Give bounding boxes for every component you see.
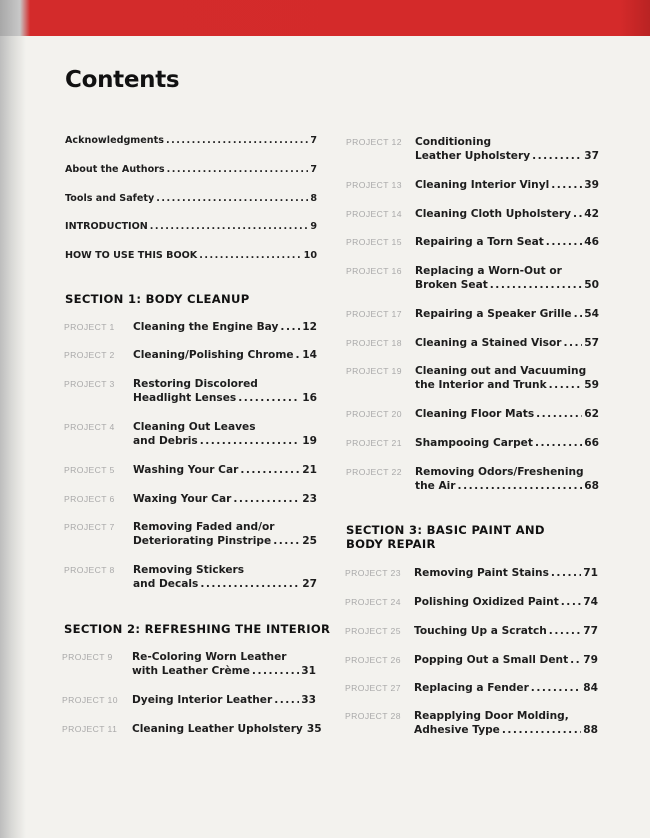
dot-leader [531,681,581,695]
entry-title: Removing Paint Stains [414,567,549,579]
entry-title: and Decals [133,578,199,590]
dot-leader [490,278,582,292]
dot-leader [274,693,299,707]
project-label: PROJECT 24 [345,597,401,607]
dot-leader [535,436,582,450]
page-number: 23 [302,493,317,505]
toc-entry [415,235,599,249]
page-number: 66 [584,437,599,449]
dot-leader [200,577,300,591]
project-label: PROJECT 28 [345,711,401,721]
toc-entry [133,348,317,362]
entry-title: the Interior and Trunk [415,379,547,391]
entry-title: Popping Out a Small Dent [414,654,569,666]
page-number: 74 [583,596,598,608]
dot-leader [549,624,581,638]
entry-title: HOW TO USE THIS BOOK [65,250,198,261]
page-number: 10 [303,250,317,261]
project-label: PROJECT 25 [345,626,401,636]
entry-title: INTRODUCTION [65,221,148,232]
entry-title-line1: Removing Faded and/or [133,521,275,533]
page-number: 77 [583,625,598,637]
toc-entry [133,320,317,334]
toc-entry [415,407,599,421]
project-label: PROJECT 6 [64,494,115,504]
toc-entry [414,681,598,695]
entry-title: Cleaning Floor Mats [415,408,535,420]
section-3-heading [346,523,545,551]
toc-entry [415,336,599,350]
entry-title: About the Authors [65,164,165,175]
dot-leader [551,566,581,580]
entry-title-line1: Conditioning [415,136,492,148]
entry-title: with Leather Crème [132,665,250,677]
toc-entry [415,149,599,163]
toc-entry [414,653,598,667]
dot-leader [570,653,581,667]
entry-title: Broken Seat [415,279,488,291]
dot-leader [551,178,582,192]
project-label: PROJECT 15 [346,237,402,247]
page-number: 7 [310,135,317,146]
entry-title: Shampooing Carpet [415,437,533,449]
toc-entry [133,492,317,506]
entry-title: the Air [415,480,456,492]
toc-entry [133,391,317,405]
page-number: 84 [583,682,598,694]
entry-title-line1: Cleaning Out Leaves [133,421,256,433]
toc-entry [415,278,599,292]
toc-entry [132,693,316,707]
dot-leader [574,307,583,321]
page-number: 42 [584,208,599,220]
toc-entry [133,534,317,548]
project-label: PROJECT 12 [346,137,402,147]
dot-leader [167,163,309,177]
project-label: PROJECT 23 [345,568,401,578]
entry-title: Washing Your Car [133,464,239,476]
dot-leader [280,320,300,334]
dot-leader [502,723,581,737]
binding-shadow [0,0,26,838]
project-label: PROJECT 16 [346,266,402,276]
dot-leader [532,149,582,163]
dot-leader [233,492,300,506]
toc-entry [415,207,599,221]
toc-entry [133,577,317,591]
dot-leader [458,479,583,493]
entry-title: Cleaning Leather Upholstery [132,723,303,735]
page-number: 21 [302,464,317,476]
dot-leader [238,391,300,405]
page-number: 50 [584,279,599,291]
entry-title: Leather Upholstery [415,150,531,162]
dot-leader [199,249,301,263]
project-label: PROJECT 10 [62,695,118,705]
page-number: 37 [584,150,599,162]
page-number: 31 [301,665,316,677]
project-label: PROJECT 4 [64,422,115,432]
toc-entry [65,249,317,263]
entry-title: Repairing a Torn Seat [415,236,544,248]
project-label: PROJECT 19 [346,366,402,376]
entry-title: Replacing a Fender [414,682,529,694]
toc-entry [414,595,598,609]
page-number: 8 [310,193,317,204]
project-label: PROJECT 3 [64,379,115,389]
toc-entry [65,192,317,206]
entry-title: Cleaning the Engine Bay [133,321,279,333]
entry-title: Cleaning a Stained Visor [415,337,562,349]
toc-entry [415,178,599,192]
page-number: 57 [584,337,599,349]
project-label: PROJECT 9 [62,652,113,662]
dot-leader [546,235,582,249]
project-label: PROJECT 17 [346,309,402,319]
toc-entry [132,664,316,678]
dot-leader [561,595,581,609]
entry-title: Cleaning/Polishing Chrome [133,349,294,361]
entry-title: and Debris [133,435,198,447]
page-number: 12 [302,321,317,333]
project-label: PROJECT 22 [346,467,402,477]
project-label: PROJECT 5 [64,465,115,475]
toc-entry [414,566,598,580]
entry-title-line1: Replacing a Worn-Out or [415,265,562,277]
toc-entry [65,220,317,234]
page-title: Contents [65,67,180,93]
entry-title: Cleaning Interior Vinyl [415,179,550,191]
toc-entry [133,434,317,448]
entry-title-line1: Re-Coloring Worn Leather [132,651,287,663]
section-2-heading: SECTION 2: REFRESHING THE INTERIOR [64,622,331,636]
entry-title: Polishing Oxidized Paint [414,596,559,608]
toc-entry [414,723,598,737]
dot-leader [296,348,301,362]
page-number: 16 [302,392,317,404]
dot-leader [549,378,583,392]
page-number: 14 [302,349,317,361]
entry-title-line1: Removing Stickers [133,564,245,576]
entry-title: Acknowledgments [65,135,164,146]
page-number: 54 [584,308,599,320]
entry-title: Dyeing Interior Leather [132,694,273,706]
toc-entry [414,624,598,638]
project-label: PROJECT 11 [62,724,118,734]
page-number: 59 [584,379,599,391]
entry-title-line1: Restoring Discolored [133,378,258,390]
project-label: PROJECT 1 [64,322,115,332]
project-label: PROJECT 18 [346,338,402,348]
entry-title-line1: Cleaning out and Vacuuming [415,365,587,377]
red-header-band [0,0,650,36]
toc-entry [415,378,599,392]
project-label: PROJECT 20 [346,409,402,419]
project-label: PROJECT 26 [345,655,401,665]
project-label: PROJECT 21 [346,438,402,448]
toc-entry [415,436,599,450]
page-number: 33 [301,694,316,706]
project-label: PROJECT 13 [346,180,402,190]
section-1-heading: SECTION 1: BODY CLEANUP [65,292,250,306]
dot-leader [156,192,308,206]
toc-entry [65,163,317,177]
page-number: 27 [302,578,317,590]
project-label: PROJECT 2 [64,350,115,360]
dot-leader [252,664,299,678]
entry-title-line1: Reapplying Door Molding, [414,710,569,722]
entry-title: Cleaning Cloth Upholstery [415,208,572,220]
page-number: 46 [584,236,599,248]
section-3-heading-line2: BODY REPAIR [346,537,436,551]
project-label: PROJECT 8 [64,565,115,575]
dot-leader [536,407,582,421]
page-number: 25 [302,535,317,547]
page-number: 39 [584,179,599,191]
toc-entry [132,722,322,736]
dot-leader [273,534,300,548]
page-number: 9 [310,221,317,232]
entry-title: Adhesive Type [414,724,500,736]
page-number: 68 [584,480,599,492]
page-number: 19 [302,435,317,447]
page-number: 7 [310,164,317,175]
section-3-heading-line1: SECTION 3: BASIC PAINT AND [346,523,545,537]
dot-leader [240,463,300,477]
entry-title: Repairing a Speaker Grille [415,308,572,320]
entry-title: Deteriorating Pinstripe [133,535,272,547]
entry-title: Headlight Lenses [133,392,237,404]
entry-title: Touching Up a Scratch [414,625,547,637]
page-number: 35 [306,723,322,735]
project-label: PROJECT 27 [345,683,401,693]
toc-entry [133,463,317,477]
toc-entry [65,134,317,148]
dot-leader [150,220,309,234]
project-label: PROJECT 14 [346,209,402,219]
page-number: 62 [584,408,599,420]
dot-leader [166,134,308,148]
dot-leader [564,336,583,350]
entry-title: Waxing Your Car [133,493,232,505]
page-number: 79 [583,654,598,666]
project-label: PROJECT 7 [64,522,115,532]
dot-leader [573,207,582,221]
entry-title: Tools and Safety [65,193,155,204]
page-number: 71 [583,567,598,579]
entry-title-line1: Removing Odors/Freshening [415,466,584,478]
toc-entry [415,479,599,493]
page-number: 88 [583,724,598,736]
toc-entry [415,307,599,321]
dot-leader [200,434,301,448]
